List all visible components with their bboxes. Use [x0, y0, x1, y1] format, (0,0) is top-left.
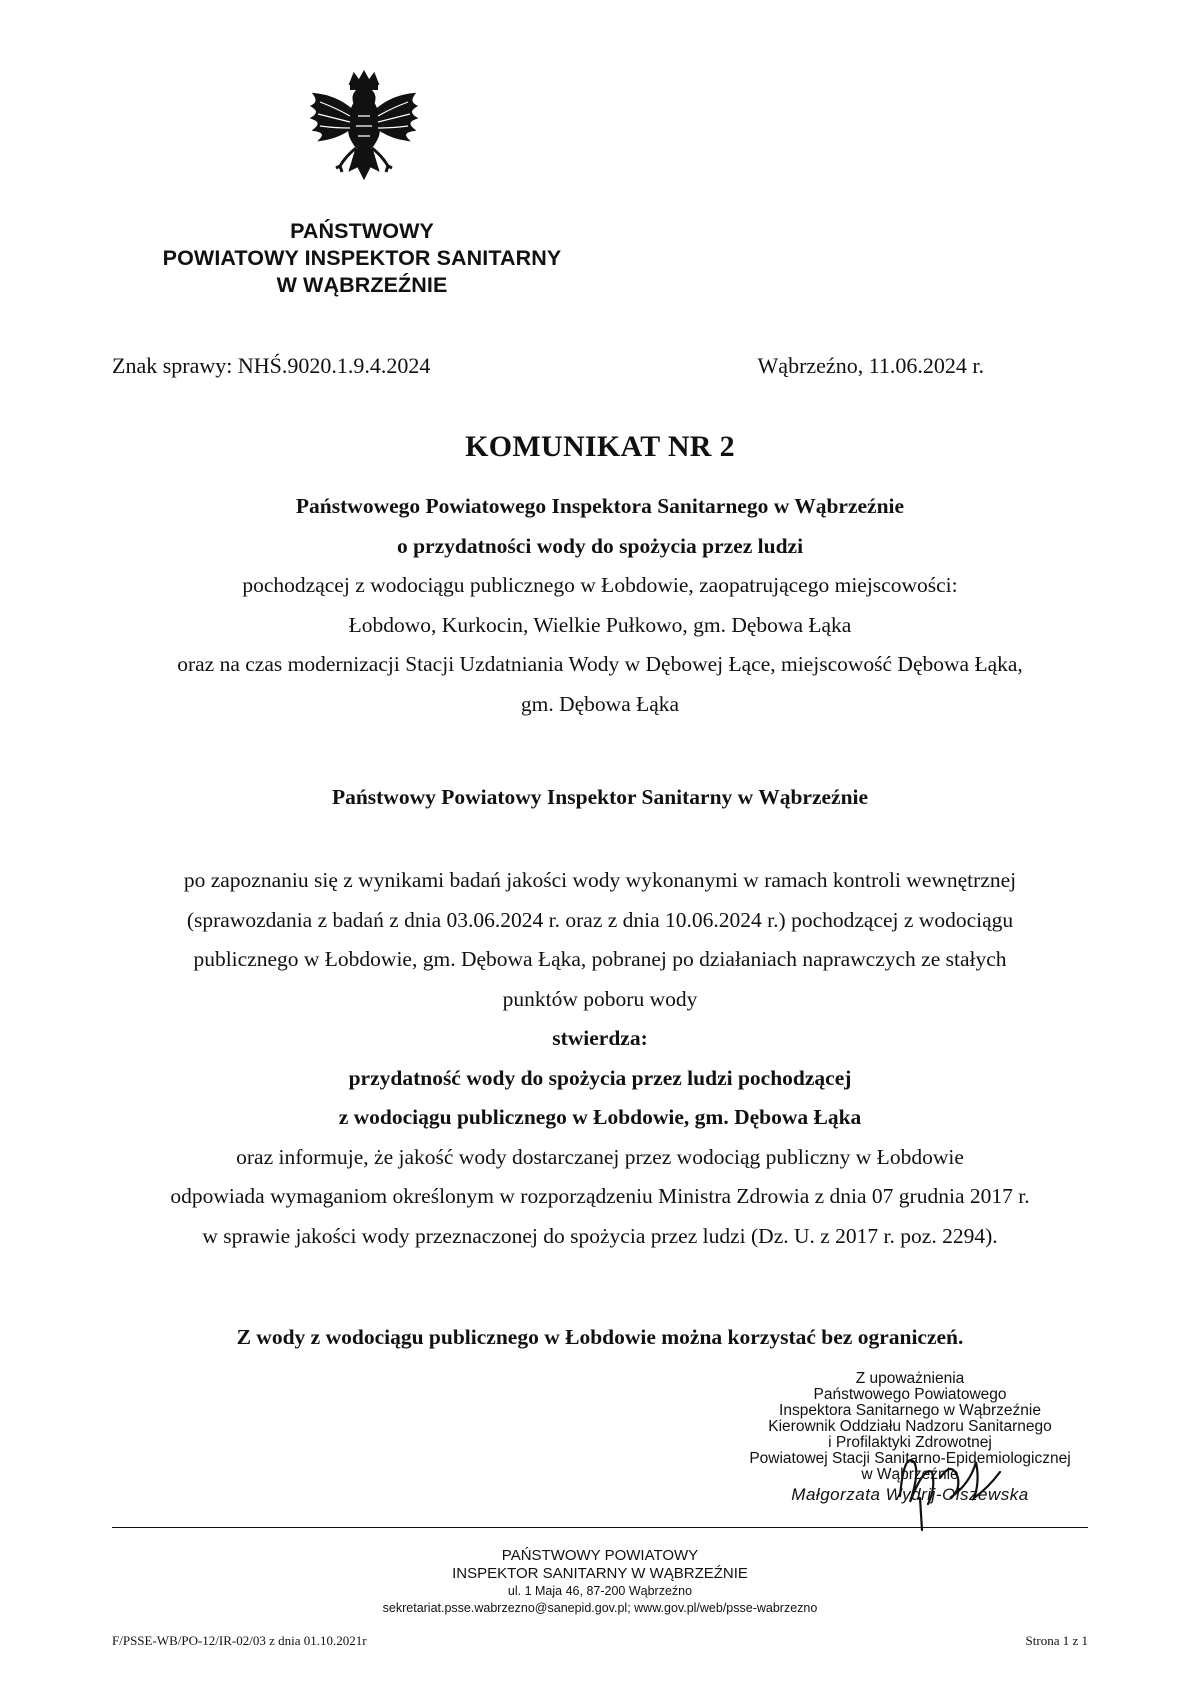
footer-line1: PAŃSTWOWY POWIATOWY [501, 1547, 699, 1564]
info-line3: w sprawie jakości wody przeznaczonej do spożycia przez ludzi (Dz. U. z 2017 r. poz. 2294). [202, 1223, 998, 1248]
finding-line2: z wodociągu publicznego w Łobdowie, gm. Dębowa Łąka [338, 1105, 862, 1129]
signature-line2: Państwowego Powiatowego [813, 1386, 1007, 1403]
signature-line1: Z upoważnienia [855, 1370, 965, 1387]
subtitle-line2: o przydatności wody do spożycia przez ludzi [396, 533, 804, 558]
issuer-header [140, 218, 584, 299]
issuer-header-line2: POWIATOWY INSPEKTOR SANITARNY [162, 246, 562, 270]
signatory-name: Małgorzata Wydrij-Olszewska [791, 1485, 1029, 1504]
footer-contact: sekretariat.psse.wabrzezno@sanepid.gov.pl; www.gov.pl/web/psse-wabrzezno [382, 1601, 818, 1615]
subtitle-line3: pochodzącej z wodociągu publicznego w Łobdowie, zaopatrującego miejscowości: [242, 573, 958, 597]
document-subtitle [100, 487, 1100, 724]
form-code: F/PSSE-WB/PO-12/IR-02/03 z dnia 01.10.2021r [112, 1633, 367, 1648]
place-date: Wąbrzeźno, 11.06.2024 r. [757, 353, 984, 378]
body-line1: po zapoznaniu się z wynikami badań jakości wody wykonanymi w ramach kontroli wewnętrznej [183, 868, 1017, 892]
document-title: KOMUNIKAT NR 2 [465, 430, 735, 463]
info-line1: oraz informuje, że jakość wody dostarczanej przez wodociąg publiczny w Łobdowie [236, 1144, 964, 1169]
page-number: Strona 1 z 1 [1025, 1633, 1088, 1648]
body-line4: punktów poboru wody [502, 986, 698, 1011]
signature-line7: w Wąbrzeźnie [861, 1466, 959, 1483]
footer-line2: INSPEKTOR SANITARNY W WĄBRZEŹNIE [452, 1565, 748, 1582]
body-line2: (sprawozdania z badań z dnia 03.06.2024 r. oraz z dnia 10.06.2024 r.) pochodzącej z wodociągu [186, 907, 1014, 932]
signature-line3: Inspektora Sanitarnego w Wąbrzeźnie [779, 1402, 1041, 1419]
subtitle-line4: Łobdowo, Kurkocin, Wielkie Pułkowo, gm. Dębowa Łąka [348, 612, 852, 637]
case-number: Znak sprawy: NHŚ.9020.1.9.4.2024 [112, 353, 431, 378]
footer-address: ul. 1 Maja 46, 87-200 Wąbrzeźno [507, 1584, 693, 1598]
conclusion: Z wody z wodociągu publicznego w Łobdowie można korzystać bez ograniczeń. [236, 1325, 964, 1349]
footer-divider [112, 1527, 1088, 1528]
subtitle-line6: gm. Dębowa Łąka [520, 691, 680, 716]
signature-line4: Kierownik Oddziału Nadzoru Sanitarnego [768, 1418, 1052, 1435]
finding-line1: przydatność wody do spożycia przez ludzi pochodzącej [348, 1065, 852, 1090]
subtitle-line5: oraz na czas modernizacji Stacji Uzdatniania Wody w Dębowej Łące, miejscowość Dębowa Łąka, [177, 652, 1023, 676]
signature-line6: Powiatowej Stacji Sanitarno-Epidemiologicznej [749, 1450, 1071, 1467]
handwritten-signature-icon [880, 1432, 1040, 1532]
signature-line5: i Profilaktyki Zdrowotnej [828, 1434, 992, 1451]
finding-label: stwierdza: [552, 1026, 648, 1050]
body-line3: publicznego w Łobdowie, gm. Dębowa Łąka, pobranej po działaniach naprawczych ze stałych [193, 947, 1007, 971]
issuer-header-line3: W WĄBRZEŹNIE [276, 273, 448, 297]
polish-eagle-emblem-icon [306, 70, 422, 188]
footer [0, 1547, 1200, 1617]
subtitle-line1: Państwowego Powiatowego Inspektora Sanitarnego w Wąbrzeźnie [295, 494, 905, 518]
info-line2: odpowiada wymaganiom określonym w rozporządzeniu Ministra Zdrowia z dnia 07 grudnia 2017 r. [170, 1184, 1030, 1208]
findings-body [100, 861, 1100, 1256]
issuer-header-line1: PAŃSTWOWY [290, 219, 434, 243]
inspector-heading: Państwowy Powiatowy Inspektor Sanitarny w Wąbrzeźnie [331, 785, 869, 809]
